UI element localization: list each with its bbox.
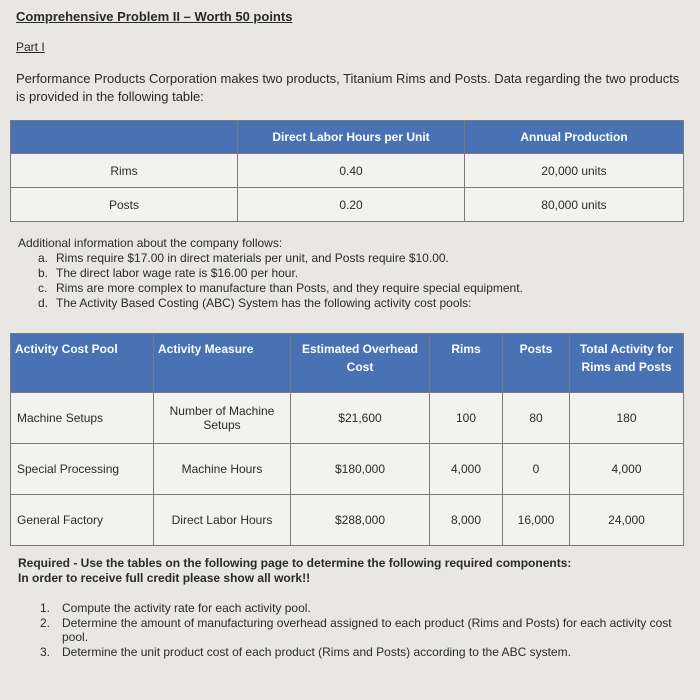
activity-cost-pool-table <box>10 333 684 546</box>
dlh-value: 0.20 <box>238 188 465 222</box>
part-heading: Part I <box>16 40 45 54</box>
table-header-row <box>11 121 684 154</box>
table-row <box>11 444 684 495</box>
activity-measure: Direct Labor Hours <box>154 495 291 546</box>
production-value: 80,000 units <box>465 188 684 222</box>
step-text: Compute the activity rate for each activity pool. <box>62 601 311 615</box>
intro-paragraph: Performance Products Corporation makes two products, Titanium Rims and Posts. Data regarding the two products is provided in the following table: <box>16 71 680 104</box>
item-label: a. <box>38 251 49 265</box>
item-label: d. <box>38 296 49 310</box>
list-item <box>38 266 688 281</box>
item-text: The Activity Based Costing (ABC) System has the following activity cost pools: <box>56 296 472 310</box>
product-data-table <box>10 120 684 222</box>
list-item <box>38 251 688 266</box>
additional-info <box>18 236 688 311</box>
product-name: Posts <box>11 188 238 222</box>
pool-name: General Factory <box>11 495 154 546</box>
list-item <box>38 281 688 296</box>
header-rims: Rims <box>430 334 503 393</box>
additional-list <box>18 251 688 311</box>
header-posts: Posts <box>503 334 570 393</box>
item-label: c. <box>38 281 48 295</box>
step-number: 2. <box>40 616 51 630</box>
dlh-value: 0.40 <box>238 154 465 188</box>
table-row <box>11 495 684 546</box>
table-row <box>11 393 684 444</box>
header-blank <box>11 121 238 154</box>
item-text: Rims are more complex to manufacture than Posts, and they require special equipment. <box>56 281 523 295</box>
item-text: The direct labor wage rate is $16.00 per hour. <box>56 266 299 280</box>
required-instructions <box>18 556 688 586</box>
list-item <box>40 601 680 615</box>
overhead-cost: $21,600 <box>291 393 430 444</box>
total-activity: 180 <box>570 393 684 444</box>
pool-name: Special Processing <box>11 444 154 495</box>
table-row <box>11 188 684 222</box>
item-text: Rims require $17.00 in direct materials per unit, and Posts require $10.00. <box>56 251 449 265</box>
total-activity: 4,000 <box>570 444 684 495</box>
header-pool: Activity Cost Pool <box>11 334 154 393</box>
step-number: 1. <box>40 601 51 615</box>
pool-name: Machine Setups <box>11 393 154 444</box>
required-line: Required - Use the tables on the following page to determine the following required components: <box>18 556 572 570</box>
header-production: Annual Production <box>465 121 684 154</box>
header-measure: Activity Measure <box>154 334 291 393</box>
item-label: b. <box>38 266 49 280</box>
required-note: In order to receive full credit please show all work!! <box>18 571 311 585</box>
rims-activity: 100 <box>430 393 503 444</box>
step-text: Determine the amount of manufacturing overhead assigned to each product (Rims and Posts) for each activity cost pool. <box>62 616 672 644</box>
posts-activity: 16,000 <box>503 495 570 546</box>
header-total: Total Activity for Rims and Posts <box>570 334 684 393</box>
step-text: Determine the unit product cost of each product (Rims and Posts) according to the ABC system. <box>62 645 571 659</box>
posts-activity: 0 <box>503 444 570 495</box>
rims-activity: 4,000 <box>430 444 503 495</box>
header-dlh: Direct Labor Hours per Unit <box>238 121 465 154</box>
step-number: 3. <box>40 645 51 659</box>
additional-heading: Additional information about the company follows: <box>18 236 283 250</box>
total-activity: 24,000 <box>570 495 684 546</box>
rims-activity: 8,000 <box>430 495 503 546</box>
table-row <box>11 154 684 188</box>
header-cost: Estimated Overhead Cost <box>291 334 430 393</box>
list-item <box>40 616 680 644</box>
list-item <box>38 296 688 311</box>
activity-measure: Machine Hours <box>154 444 291 495</box>
activity-measure: Number of Machine Setups <box>154 393 291 444</box>
overhead-cost: $180,000 <box>291 444 430 495</box>
product-name: Rims <box>11 154 238 188</box>
table-header-row <box>11 334 684 393</box>
overhead-cost: $288,000 <box>291 495 430 546</box>
list-item <box>40 645 680 659</box>
posts-activity: 80 <box>503 393 570 444</box>
production-value: 20,000 units <box>465 154 684 188</box>
document-title: Comprehensive Problem II – Worth 50 points <box>16 9 293 24</box>
required-steps <box>40 601 680 660</box>
